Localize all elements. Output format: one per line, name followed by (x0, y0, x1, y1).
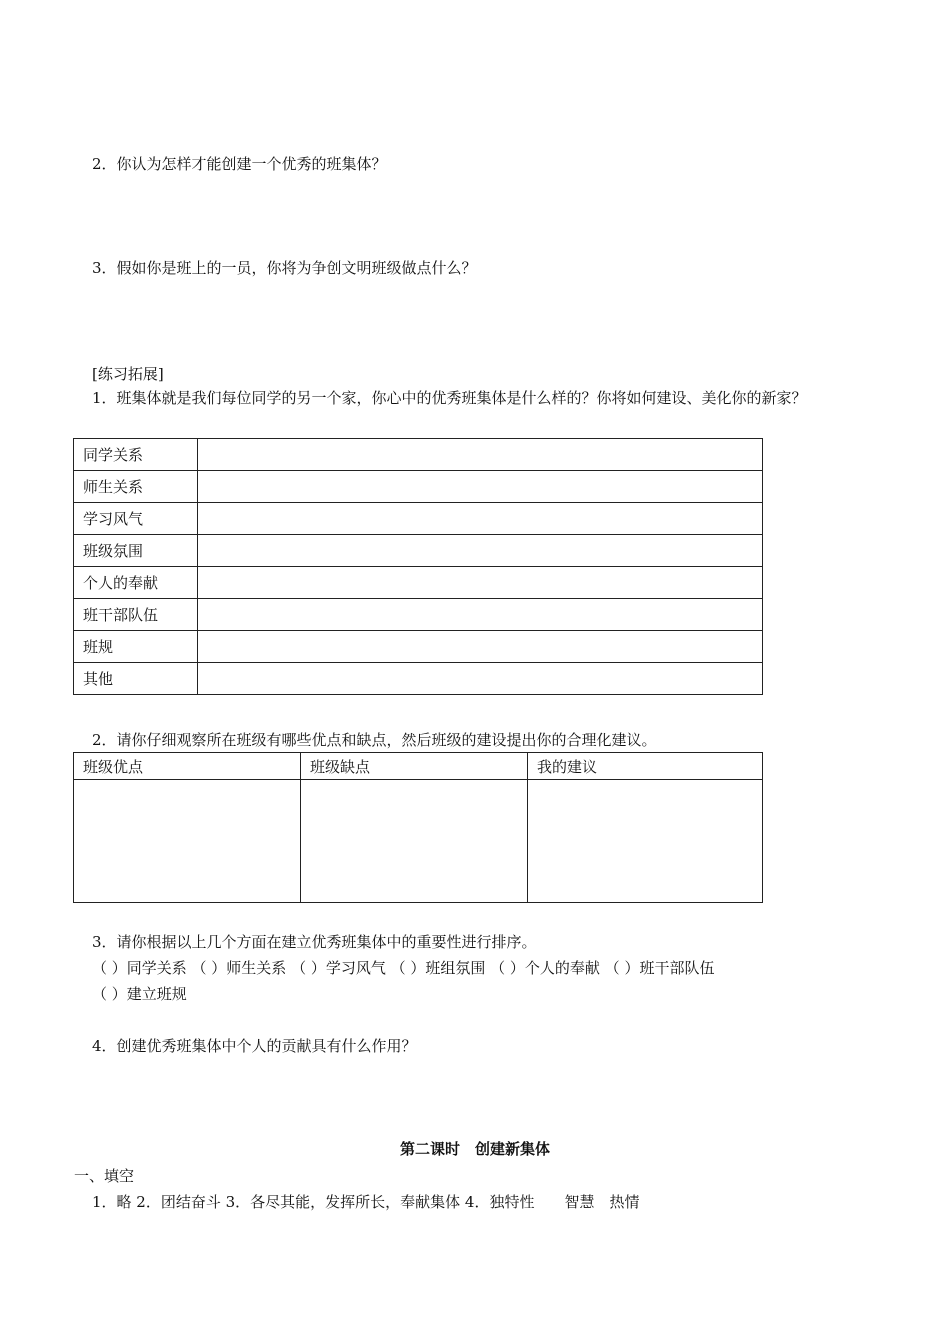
lesson-title: 第二课时 创建新集体 (399, 1140, 550, 1158)
table-row (74, 780, 763, 903)
row-label: 学习风气 (74, 503, 198, 535)
answer-cell[interactable] (198, 503, 763, 535)
answer-cell[interactable] (198, 631, 763, 663)
fill-blank-heading: 一、填空 (74, 1167, 135, 1185)
weaknesses-cell[interactable] (301, 780, 528, 903)
exercise-3-prompt: 3．请你根据以上几个方面在建立优秀班集体中的重要性进行排序。 (92, 933, 537, 951)
column-header-strengths: 班级优点 (74, 753, 301, 780)
table-row (74, 439, 763, 471)
answer-cell[interactable] (198, 599, 763, 631)
answer-cell[interactable] (198, 567, 763, 599)
row-label: 班干部队伍 (74, 599, 198, 631)
strengths-weaknesses-table (73, 752, 763, 903)
answer-cell[interactable] (198, 439, 763, 471)
answer-cell[interactable] (198, 471, 763, 503)
table-row (74, 535, 763, 567)
table-row (74, 599, 763, 631)
row-label: 其他 (74, 663, 198, 695)
suggestions-cell[interactable] (528, 780, 763, 903)
table-row (74, 567, 763, 599)
strengths-cell[interactable] (74, 780, 301, 903)
answers-line: 1．略 2．团结奋斗 3．各尽其能，发挥所长，奉献集体 4．独特性 智慧 热情 (92, 1193, 640, 1211)
row-label: 同学关系 (74, 439, 198, 471)
answer-cell[interactable] (198, 663, 763, 695)
table-row (74, 471, 763, 503)
row-label: 班级氛围 (74, 535, 198, 567)
section-heading: [练习拓展] (92, 365, 164, 383)
table-row (74, 631, 763, 663)
column-header-suggestions: 我的建议 (528, 753, 763, 780)
exercise-4-prompt: 4．创建优秀班集体中个人的贡献具有什么作用？ (92, 1037, 417, 1055)
column-header-weaknesses: 班级缺点 (301, 753, 528, 780)
table-header-row (74, 753, 763, 780)
answer-cell[interactable] (198, 535, 763, 567)
row-label: 班规 (74, 631, 198, 663)
exercise-2-prompt: 2．请你仔细观察所在班级有哪些优点和缺点，然后班级的建设提出你的合理化建议。 (92, 731, 657, 749)
question-3: 3．假如你是班上的一员，你将为争创文明班级做点什么？ (92, 259, 477, 277)
class-ideal-table (73, 438, 763, 695)
ranking-line-2: （ ）建立班规 (92, 985, 187, 1003)
row-label: 个人的奉献 (74, 567, 198, 599)
table-row (74, 503, 763, 535)
table-row (74, 663, 763, 695)
row-label: 师生关系 (74, 471, 198, 503)
exercise-1-prompt: 1．班集体就是我们每位同学的另一个家，你心中的优秀班集体是什么样的？你将如何建设、美化你的新家？ (92, 389, 807, 407)
question-2: 2．你认为怎样才能创建一个优秀的班集体？ (92, 155, 387, 173)
ranking-line-1: （ ）同学关系 （ ）师生关系 （ ）学习风气 （ ）班组氛围 （ ）个人的奉献 （ ）班干部队伍 (92, 959, 715, 977)
